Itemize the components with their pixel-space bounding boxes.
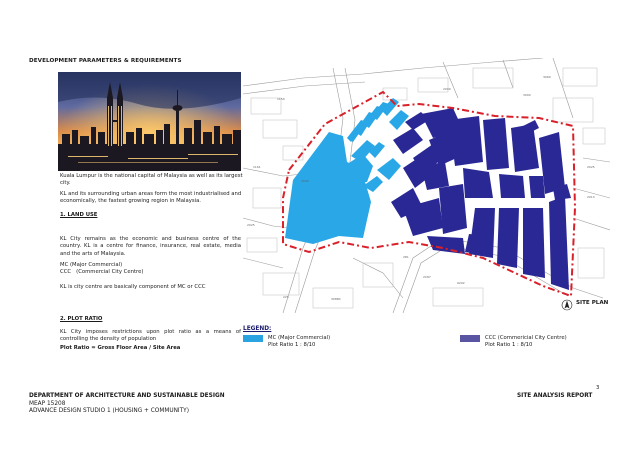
svg-text:1150: 1150 bbox=[277, 97, 285, 101]
svg-text:3000: 3000 bbox=[523, 93, 531, 97]
page-number: 3 bbox=[596, 385, 600, 391]
svg-text:225: 225 bbox=[283, 295, 289, 299]
land-use-note: KL is city centre are basically component of MC or CCC bbox=[60, 284, 206, 290]
footer-department: DEPARTMENT OF ARCHITECTURE AND SUSTAINABLE DESIGN bbox=[29, 393, 225, 399]
ccc-legend-swatch bbox=[460, 335, 480, 342]
intro-paragraph-1: Kuala Lumpur is the national capital of Malaysia as well as its largest city. bbox=[60, 173, 243, 187]
page-title: DEVELOPMENT PARAMETERS & REQUIREMENTS bbox=[29, 58, 182, 64]
svg-text:9202: 9202 bbox=[457, 281, 465, 285]
ccc-legend-name: CCC (Commericial City Centre) bbox=[485, 335, 567, 341]
mc-legend-name: MC (Major Commercial) bbox=[268, 335, 331, 341]
svg-text:2C87: 2C87 bbox=[423, 275, 431, 279]
svg-text:281: 281 bbox=[403, 255, 409, 259]
svg-text:2025: 2025 bbox=[587, 165, 595, 169]
svg-text:30880: 30880 bbox=[331, 297, 341, 301]
footer-report-title: SITE ANALYSIS REPORT bbox=[517, 393, 593, 399]
mc-legend-swatch bbox=[243, 335, 263, 342]
svg-text:3006: 3006 bbox=[301, 179, 309, 183]
svg-text:1161: 1161 bbox=[253, 165, 261, 169]
ccc-legend-ratio: Plot Ratio 1 : 8/10 bbox=[485, 342, 533, 348]
site-plan-label: SITE PLAN bbox=[576, 300, 609, 306]
land-use-mc: MC (Major Commercial) bbox=[60, 262, 123, 268]
plot-ratio-heading: 2. PLOT RATIO bbox=[60, 316, 103, 322]
svg-text:2025: 2025 bbox=[247, 223, 255, 227]
mc-legend-ratio: Plot Ratio 1 : 8/10 bbox=[268, 342, 316, 348]
svg-text:3069: 3069 bbox=[543, 75, 551, 79]
plot-ratio-formula: Plot Ratio = Gross Floor Area / Site Area bbox=[60, 345, 181, 351]
kl-skyline-photo bbox=[58, 72, 241, 171]
legend-title: LEGEND: bbox=[243, 326, 272, 332]
footer-code: MEAP 15208 bbox=[29, 401, 66, 407]
svg-text:2009: 2009 bbox=[443, 87, 451, 91]
land-use-heading: 1. LAND USE bbox=[60, 212, 98, 218]
north-arrow-icon bbox=[561, 296, 573, 308]
land-use-ccc: CCC (Commercial City Centre) bbox=[60, 269, 144, 275]
plot-ratio-text: KL City imposes restrictions upon plot ratio as a means of controlling the density of population bbox=[60, 329, 241, 343]
land-use-text: KL City remains as the economic and business centre of the country. KL is a centre for finance, insurance, real estate, media and the arts of Malaysia. bbox=[60, 236, 241, 257]
footer-studio: ADVANCE DESIGN STUDIO 1 (HOUSING + COMMUNITY) bbox=[29, 408, 189, 414]
site-plan-map bbox=[243, 58, 610, 313]
svg-text:2013: 2013 bbox=[587, 195, 595, 199]
intro-paragraph-2: KL and its surrounding urban areas form the most industrialised and economically, the fastest growing region in Malaysia. bbox=[60, 191, 242, 205]
